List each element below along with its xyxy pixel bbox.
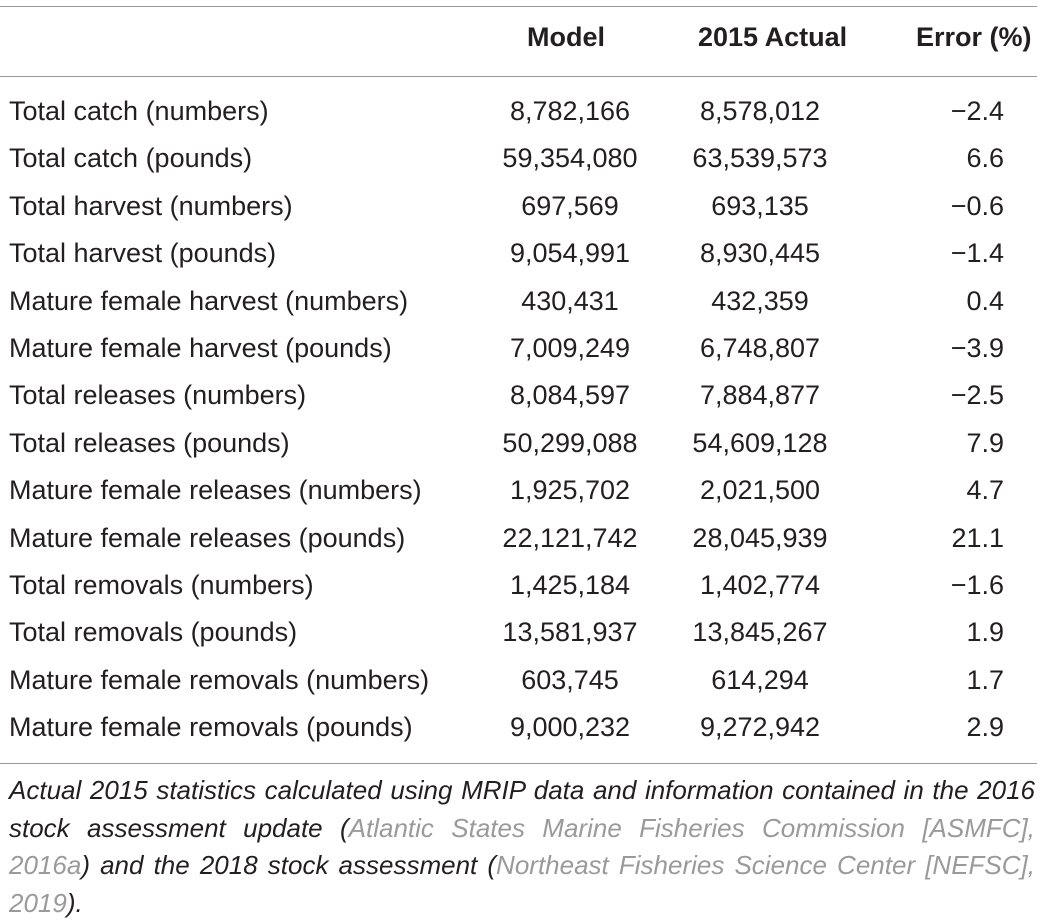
- model-value: 9,000,232: [509, 712, 631, 743]
- table-header-rule: [0, 76, 1037, 77]
- table-row: [0, 183, 1037, 230]
- row-label: Total catch (pounds): [9, 143, 253, 174]
- table-row: [0, 657, 1037, 704]
- table-row: [0, 704, 1037, 751]
- row-label: Mature female harvest (numbers): [9, 285, 409, 316]
- row-label: Total catch (numbers): [9, 96, 269, 126]
- error-value: 1.7: [966, 664, 1004, 695]
- table-row: [0, 420, 1037, 467]
- header-error: Error (%): [916, 22, 1032, 52]
- error-value: 21.1: [951, 522, 1004, 553]
- actual-value: 13,845,267: [692, 617, 828, 648]
- error-value: −0.6: [950, 190, 1004, 221]
- row-label: Total removals (numbers): [9, 569, 314, 600]
- table-body: [0, 88, 1037, 751]
- actual-value: 693,135: [711, 190, 809, 221]
- row-label: Total releases (numbers): [9, 380, 307, 411]
- table-footnote: [9, 772, 1035, 922]
- actual-value: 614,294: [711, 664, 809, 695]
- error-value: 4.7: [966, 475, 1004, 506]
- header-2015-actual: 2015 Actual: [698, 22, 848, 52]
- row-label: Total removals (pounds): [9, 617, 298, 648]
- error-value: 2.9: [966, 712, 1004, 743]
- actual-value: 2,021,500: [699, 475, 821, 506]
- header-model: Model: [527, 22, 605, 52]
- actual-value: 6,748,807: [699, 332, 821, 363]
- actual-value: 432,359: [711, 285, 809, 316]
- table-row: [0, 467, 1037, 514]
- model-value: 1,425,184: [509, 569, 631, 600]
- footnote-reference-asmfc[interactable]: Atlantic States Marine Fisheries Commission [ASMFC], 2016a: [9, 812, 1035, 880]
- row-label: Mature female harvest (pounds): [9, 332, 392, 363]
- row-label: Total harvest (numbers): [9, 190, 293, 221]
- model-value: 1,925,702: [509, 475, 631, 506]
- table-row: [0, 325, 1037, 372]
- table-row: [0, 562, 1037, 609]
- model-value: 8,782,166: [509, 96, 631, 126]
- actual-value: 1,402,774: [699, 569, 821, 600]
- error-value: −2.4: [950, 96, 1004, 126]
- error-value: −3.9: [950, 332, 1004, 363]
- table-row: [0, 88, 1037, 135]
- table-row: [0, 230, 1037, 277]
- actual-value: 63,539,573: [692, 143, 828, 174]
- actual-value: 28,045,939: [692, 522, 828, 553]
- table-bottom-rule: [0, 763, 1037, 764]
- model-value: 8,084,597: [509, 380, 631, 411]
- row-label: Mature female removals (pounds): [9, 712, 413, 743]
- footnote-text-1: Actual 2015 statistics calculated using MRIP data and information contained in the 2016 stock assessment update (: [9, 775, 1035, 843]
- model-value: 59,354,080: [502, 143, 638, 174]
- footnote-text-2: ) and the 2018 stock assessment (: [81, 850, 497, 880]
- table-row: [0, 372, 1037, 419]
- model-value: 13,581,937: [502, 617, 638, 648]
- error-value: −2.5: [950, 380, 1004, 411]
- model-value: 430,431: [521, 285, 619, 316]
- row-label: Mature female releases (pounds): [9, 522, 406, 553]
- table-row: [0, 135, 1037, 182]
- table-header: [0, 22, 1037, 62]
- row-label: Mature female releases (numbers): [9, 475, 422, 506]
- table-top-rule: [0, 6, 1037, 7]
- model-value: 697,569: [521, 190, 619, 221]
- model-value: 22,121,742: [502, 522, 638, 553]
- table-row: [0, 609, 1037, 656]
- actual-value: 8,930,445: [699, 238, 821, 269]
- error-value: 0.4: [966, 285, 1004, 316]
- actual-value: 9,272,942: [699, 712, 821, 743]
- actual-value: 8,578,012: [699, 96, 821, 126]
- error-value: 6.6: [966, 143, 1004, 174]
- error-value: 1.9: [966, 617, 1004, 648]
- model-value: 7,009,249: [509, 332, 631, 363]
- row-label: Total harvest (pounds): [9, 238, 277, 269]
- footnote-text-3: ).: [66, 887, 83, 918]
- row-label: Total releases (pounds): [9, 427, 290, 458]
- table-row: [0, 515, 1037, 562]
- table-row: [0, 278, 1037, 325]
- row-label: Mature female removals (numbers): [9, 664, 430, 695]
- model-value: 9,054,991: [509, 238, 631, 269]
- actual-value: 54,609,128: [692, 427, 828, 458]
- error-value: −1.4: [950, 238, 1004, 269]
- model-value: 603,745: [521, 664, 619, 695]
- footnote-reference-nefsc[interactable]: Northeast Fisheries Science Center [NEFSC], 2019: [9, 850, 1035, 918]
- actual-value: 7,884,877: [699, 380, 821, 411]
- model-value: 50,299,088: [502, 427, 638, 458]
- error-value: 7.9: [966, 427, 1004, 458]
- error-value: −1.6: [950, 569, 1004, 600]
